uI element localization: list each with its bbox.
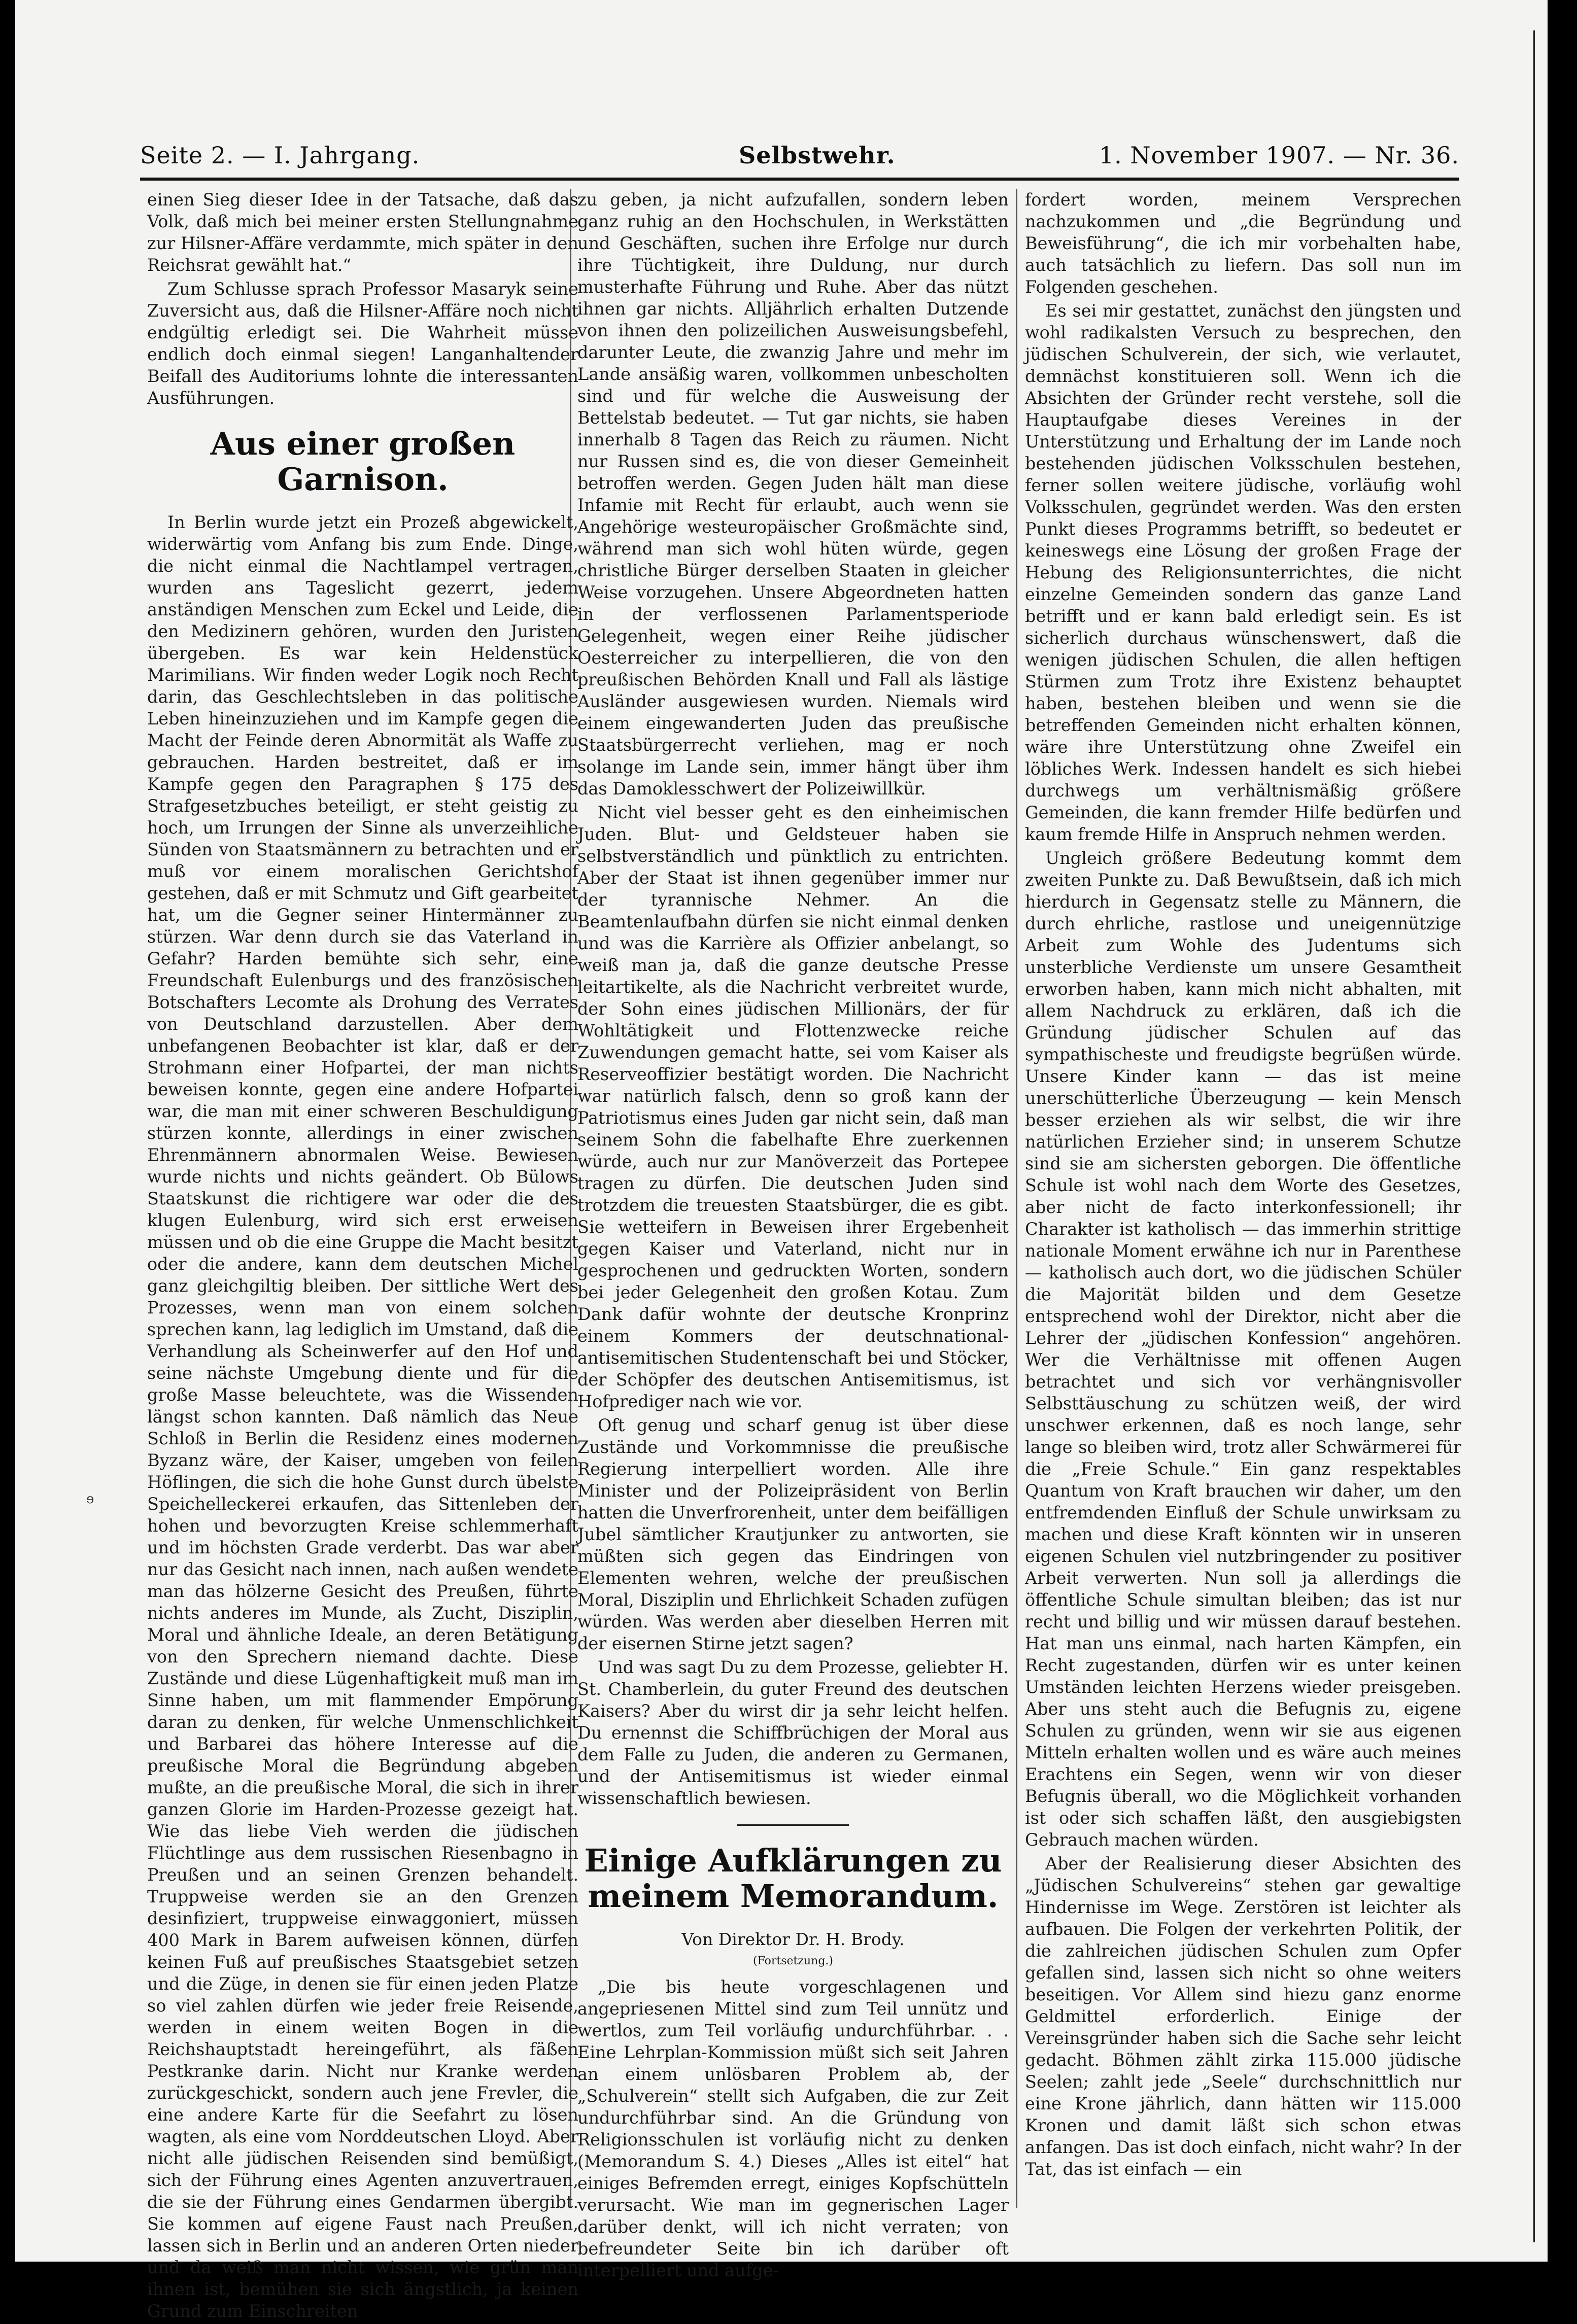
- paragraph: Es sei mir gestattet, zunächst den jüngsten und wohl radikalsten Versuch zu besprechen, den jüdischen Schulverein, der sich, wie verlautet, demnächst konstituieren soll. Wenn ich die Absichten der Gründer recht verstehe, soll die Hauptaufgabe dieses Vereines in der Unterstützung und Erhaltung der im Lande noch bestehenden jüdischen Volksschulen bestehen, ferner sollen weitere jüdische, vorläufig wohl Volksschulen, gegründet werden. Was den ersten Punkt dieses Programms betrifft, so bedeutet er keineswegs eine Lösung der großen Frage der Hebung des Religionsunterrichtes, die nicht einzelne Gemeinden sondern das ganze Land betrifft und er kann bald erledigt sein. Es ist sicherlich durchaus wünschenswert, daß die wenigen jüdischen Schulen, die allen heftigen Stürmen zum Trotz ihre Existenz behauptet haben, bestehen bleiben und wenn sie die betreffenden Gemeinden nicht erhalten können, wäre ihre Unterstützung ohne Zweifel ein löbliches Werk. Indessen handelt es sich hiebei durchwegs um verhältnismäßig größere Gemeinden, die kann fremder Hilfe bedürfen und kaum fremde Hilfe in Anspruch nehmen werden.: [1025, 301, 1461, 844]
- scan-mark: [1562, 1258, 1577, 1273]
- scan-border: [1548, 0, 1577, 2262]
- paragraph: „Die bis heute vorgeschlagenen und angepriesenen Mittel sind zum Teil unnütz und wertlos, zum Teil vorläufig undurchführbar. . . Eine Lehrplan-Kommission müßt sich seit Jahren an einem unlösbaren Problem ab, der „Schulverein“ stellt sich Aufgaben, die zur Zeit undurchführbar sind. An die Gründung von Religionsschulen ist vorläufig nicht zu denken (Memorandum S. 4.) Dieses „Alles ist eitel“ hat einiges Befremden erregt, einiges Kopfschütteln verursacht. Wie man im gegnerischen Lager darüber denkt, will ich nicht verraten; von befreundeter Seite bin ich darüber oft interpelliert und aufge-: [577, 1977, 1009, 2280]
- paragraph: Aber der Realisierung dieser Absichten des „Jüdischen Schulvereins“ stehen gar gewaltige Hindernisse im Wege. Zerstören ist leichter als aufbauen. Die Folgen der verkehrten Politik, der die zahlreichen jüdischen Schulen zum Opfer gefallen sind, lassen sich nicht so ohne weiters beseitigen. Vor Allem sind hiezu ganz enorme Geldmittel erforderlich. Einige der Vereinsgründer haben sich die Sache sehr leicht gedacht. Böhmen zählt zirka 115.000 jüdische Seelen; zahlt jede „Seele“ durchschnittlich nur eine Krone jährlich, dann hätten wir 115.000 Kronen und damit läßt sich schon etwas anfangen. Das ist doch einfach, nicht wahr? In der Tat, das ist einfach — ein: [1025, 1854, 1461, 2179]
- byline: Von Direktor Dr. H. Brody.: [681, 1929, 905, 1949]
- paragraph: In Berlin wurde jetzt ein Prozeß abgewickelt, widerwärtig vom Anfang bis zum Ende. Dinge, die nicht einmal die Nachtlampel vertragen, wurden ans Tageslicht gezerrt, jedem anständigen Menschen zum Eckel und Leide, die den Medizinern gehören, wurden den Juristen übergeben. Es war kein Heldenstück Marimilians. Wir finden weder Logik noch Recht darin, das Geschlechtsleben in das politische Leben hineinzuziehen und im Kampfe gegen die Macht der Feinde deren Abnormität als Waffe zu gebrauchen. Harden bestreitet, daß er im Kampfe gegen den Paragraphen § 175 des Strafgesetzbuches beteiligt, er steht geistig zu hoch, um Irrungen der Sinne als unverzeihliche Sünden von Staatsmännern zu betrachten und er muß vor einem moralischen Gerichtshof gestehen, daß er mit Schmutz und Gift gearbeitet hat, um die Gegner seiner Hintermänner zu stürzen. War denn durch sie das Vaterland in Gefahr? Harden bemühte sich sehr, eine Freundschaft Eulenburgs und des französischen Botschafters Lecomte als Drohung des Verrates von Deutschland darzustellen. Aber dem unbefangenen Beobachter ist klar, daß er der Strohmann einer Hofpartei, der man nichts beweisen konnte, gegen eine andere Hofpartei war, die man mit einer schweren Beschuldigung stürzen konnte, allerdings in einer zwischen Ehrenmännern abnormalen Weise. Bewiesen wurde nichts und nichts geändert. Ob Bülows Staatskunst die richtigere war oder die des klugen Eulenburg, wird sich erst erweisen müssen und ob die eine Gruppe die Macht besitzt oder die andere, kann dem deutschen Michel ganz gleichgiltig bleiben. Der sittliche Wert des Prozesses, wenn man von einem solchen sprechen kann, lag lediglich im Umstand, daß die Verhandlung als Scheinwerfer auf den Hof und seine nächste Umgebung diente und für die große Masse beleuchtete, was die Wissenden längst schon kannten. Daß nämlich das Neue Schloß in Berlin die Residenz eines modernen Byzanz wäre, der Kaiser, umgeben von feilen Höflingen, die sich die hohe Gunst durch übelste Speichelleckerei erkaufen, das Sittenleben der hohen und bevorzugten Kreise schlemmerhaft und im höchsten Grade verderbt. Das war aber nur das Gesicht nach innen, nach außen wendete man das hölzerne Gesicht des Preußen, führte nichts anderes im Munde, als Zucht, Disziplin, Moral und ähnliche Ideale, an deren Betätigung von den Sprechern niemand dachte. Diese Zustände und diese Lügenhaftigkeit muß man im Sinne haben, um mit flammender Empörung daran zu denken, für welche Unmenschlichkeit und Barbarei das höhere Interesse auf die preußische Moral die Begründung abgeben mußte, an die preußische Moral, die sich in ihrer ganzen Glorie im Harden-Prozesse gezeigt hat. Wie das liebe Vieh werden die jüdischen Flüchtlinge aus dem russischen Riesenbagno in Preußen und an seinen Grenzen behandelt. Truppweise werden sie an den Grenzen desinfiziert, truppweise einwaggoniert, müssen 400 Mark in Barem aufweisen können, dürfen keinen Fuß auf preußisches Staatsgebiet setzen und die Züge, in denen sie für einen jeden Platze so viel zahlen dürfen wie jeder freie Reisende, werden in einem weiten Bogen in die Reichshauptstadt hereingeführt, als fäßen Pestkranke darin. Nicht nur Kranke werden zurückgeschickt, sondern auch jene Frevler, die eine andere Karte für die Seefahrt zu lösen wagten, als eine vom Norddeutschen Lloyd. Aber nicht alle jüdischen Reisenden sind bemüßigt, sich der Führung eines Agenten anzuvertrauen, die sie der Führung eines Gendarmen übergibt. Sie kommen auf eigene Faust nach Preußen, lassen sich in Berlin und an anderen Orten nieder und da weiß man nicht wissen, wie grün man ihnen ist, bemühen sie sich ängstlich, ja keinen Grund zum Einschreiten: [147, 512, 578, 2321]
- paragraph: einen Sieg dieser Idee in der Tatsache, daß das Volk, daß mich bei meiner ersten Stellungnahme zur Hilsner-Affäre verdammte, mich später in den Reichsrat gewählt hat.“: [147, 190, 578, 275]
- scan-mark: [1562, 563, 1577, 578]
- article-heading: Einige Aufklärungen zu meinem Memorandum.: [584, 1842, 1002, 1915]
- continuation-note: (Fortsetzung.): [753, 1955, 833, 1967]
- article-separator: [737, 1824, 849, 1826]
- paragraph: Ungleich größere Bedeutung kommt dem zweiten Punkte zu. Daß Bewußtsein, daß ich mich hierdurch in Gegensatz stelle zu Männern, die durch ehrliche, rastlose und uneigennützige Arbeit zum Wohle des Judentums sich unsterbliche Verdienste um unsere Gesamtheit erworben haben, kann mich nicht abhalten, mit allem Nachdruck zu erklären, daß ich die Gründung jüdischer Schulen auf das sympathischeste und freudigste begrüßen würde. Unsere Kinder kann — das ist meine unerschütterliche Überzeugung — kein Mensch besser erziehen als wir selbst, die wir ihre natürlichen Erzieher sind; in unserem Schutze sind sie am sichersten geborgen. Die öffentliche Schule ist wohl nach dem Worte des Gesetzes, aber nicht de facto interkonfessionell; ihr Charakter ist katholisch — das immerhin strittige nationale Moment erwähne ich nur in Parenthese — katholisch auch dort, wo die jüdischen Schüler die Majorität bilden und dem Gesetze entsprechend wohl der Direktor, nicht aber die Lehrer der „jüdischen Konfession“ angehören. Wer die Verhältnisse mit offenen Augen betrachtet und sich vor verhängnisvoller Selbsttäuschung zu schützen weiß, der wird unschwer erkennen, daß es noch lange, sehr lange so bleiben wird, trotz aller Schwärmerei für die „Freie Schule.“ Ein ganz respektables Quantum von Kraft brauchen wir daher, um den entfremdenden Einfluß der Schule unwirksam zu machen und diese Kraft könnten wir in unseren eigenen Schulen viel nutzbringender zu positiver Arbeit verwerten. Nun soll ja allerdings die öffentliche Schule simultan bleiben; das ist nur recht und billig und wir müssen darauf bestehen. Hat man uns einmal, nach harten Kämpfen, ein Recht zugestanden, dürfen wir es unter keinen Umständen leichten Herzens wieder preisgeben. Aber uns steht auch die Befugnis zu, eigene Schulen zu gründen, wenn wir sie aus eigenen Mitteln erhalten wollen und es wäre auch meines Erachtens ein Segen, wenn wir von dieser Befugnis überall, wo die Möglichkeit vorhanden ist oder sich schaffen läßt, den ausgiebigsten Gebrauch machen würden.: [1025, 848, 1461, 1850]
- page-edge-line: [1533, 30, 1535, 2242]
- paragraph: Zum Schlusse sprach Professor Masaryk seine Zuversicht aus, daß die Hilsner-Affäre noch nicht endgültig erledigt sei. Die Wahrheit müsse endlich doch einmal siegen! Langanhaltender Beifall des Auditoriums lohnte die interessanten Ausführungen.: [147, 279, 578, 408]
- margin-mark: ɘ: [86, 1491, 94, 1507]
- header-date-issue: 1. November 1907. — Nr. 36.: [1099, 142, 1459, 169]
- paragraph: Und was sagt Du zu dem Prozesse, geliebter H. St. Chamberlein, du guter Freund des deutschen Kaisers? Aber du wirst dir ja sehr leicht helfen. Du ernennst die Schiffbrüchigen der Moral aus dem Falle zu Juden, die anderen zu Germanen, und der Antisemitismus ist wieder einmal wissenschaftlich bewiesen.: [577, 1657, 1009, 1808]
- paragraph: Oft genug und scharf genug ist über diese Zustände und Vorkommnisse die preußische Regierung interpelliert worden. Alle ihre Minister und der Polizeipräsident von Berlin hatten die Unverfrorenheit, unter dem beifälligen Jubel sämtlicher Krautjunker zu antworten, sie müßten sich gegen das Eindringen von Elementen wehren, welche der preußischen Moral, Disziplin und Ehrlichkeit Schaden zufügen würden. Was werden aber dieselben Herren mit der eisernen Stirne jetzt sagen?: [577, 1415, 1009, 1653]
- article-heading: Aus einer großen Garnison.: [210, 425, 516, 498]
- header-rule: [140, 178, 1459, 181]
- column-3: [1025, 189, 1461, 2182]
- page-header: [140, 140, 1459, 170]
- column-divider: [1016, 189, 1017, 2208]
- header-page-info: Seite 2. — I. Jahrgang.: [140, 142, 420, 169]
- paragraph: fordert worden, meinem Versprechen nachzukommen und „die Begründung und Beweisführung“, die ich mir vorbehalten habe, auch tatsächlich zu liefern. Das soll nun im Folgenden geschehen.: [1025, 190, 1461, 297]
- paragraph: Nicht viel besser geht es den einheimischen Juden. Blut- und Geldsteuer haben sie selbstverständlich und pünktlich zu entrichten. Aber der Staat ist ihnen gegenüber immer nur der tyrannische Nehmer. An die Beamtenlaufbahn dürfen sie nicht einmal denken und was die Karrière als Offizier anbelangt, so weiß man ja, daß die ganze deutsche Presse leitartikelte, als die Nachricht verbreitet wurde, der Sohn eines jüdischen Millionärs, der für Wohltätigkeit und Flottenzwecke reiche Zuwendungen gemacht hatte, sei vom Kaiser als Reserveoffizier bestätigt worden. Die Nachricht war natürlich falsch, denn so groß kann der Patriotismus eines Juden gar nicht sein, daß man seinem Sohn die fabelhafte Ehre zuerkennen würde, auch nur zur Manöverzeit das Portepee tragen zu dürfen. Die deutschen Juden sind trotzdem die treuesten Staatsbürger, die es gibt. Sie wetteifern in Beweisen ihrer Ergebenheit gegen Kaiser und Vaterland, nicht nur in gesprochenen und gedruckten Worten, sondern bei jeder Gelegenheit den großen Kotau. Zum Dank dafür wohnte der deutsche Kronprinz einem Kommers der deutschnational-antisemitischen Studentenschaft bei und Stöcker, der Schöpfer des deutschen Antisemitismus, ist Hofprediger nach wie vor.: [577, 803, 1009, 1411]
- header-masthead: Selbstwehr.: [739, 142, 896, 169]
- column-2: [577, 189, 1009, 2283]
- paragraph: zu geben, ja nicht aufzufallen, sondern leben ganz ruhig an den Hochschulen, in Werkstätten und Geschäften, suchen ihre Erfolge nur durch ihre Tüchtigkeit, ihre Duldung, nur durch musterhafte Führung und Ruhe. Aber das nützt ihnen gar nichts. Alljährlich erhalten Dutzende von ihnen den polizeilichen Ausweisungsbefehl, darunter Leute, die zwanzig Jahre und mehr im Lande ansäßig waren, vollkommen unbescholten sind und für welche die Ausweisung der Bettelstab bedeutet. — Tut gar nichts, sie haben innerhalb 8 Tagen das Reich zu räumen. Nicht nur Russen sind es, die von dieser Gemeinheit betroffen werden. Gegen Juden hält man diese Infamie mit Recht für erlaubt, auch wenn sie Angehörige westeuropäischer Großmächte sind, während man sich wohl hüten würde, gegen christliche Bürger derselben Staaten in gleicher Weise vorzugehen. Unsere Abgeordneten hatten in der verflossenen Parlamentsperiode Gelegenheit, wegen einer Reihe jüdischer Oesterreicher zu interpellieren, die von den preußischen Behörden Knall und Fall als lästige Ausländer ausgewiesen wurden. Niemals wird einem eingewanderten Juden das preußische Staatsbürgerrecht verliehen, mag er noch solange im Lande sein, immer hängt über ihm das Damoklesschwert der Polizeiwillkür.: [577, 190, 1009, 799]
- column-1: [147, 189, 578, 2324]
